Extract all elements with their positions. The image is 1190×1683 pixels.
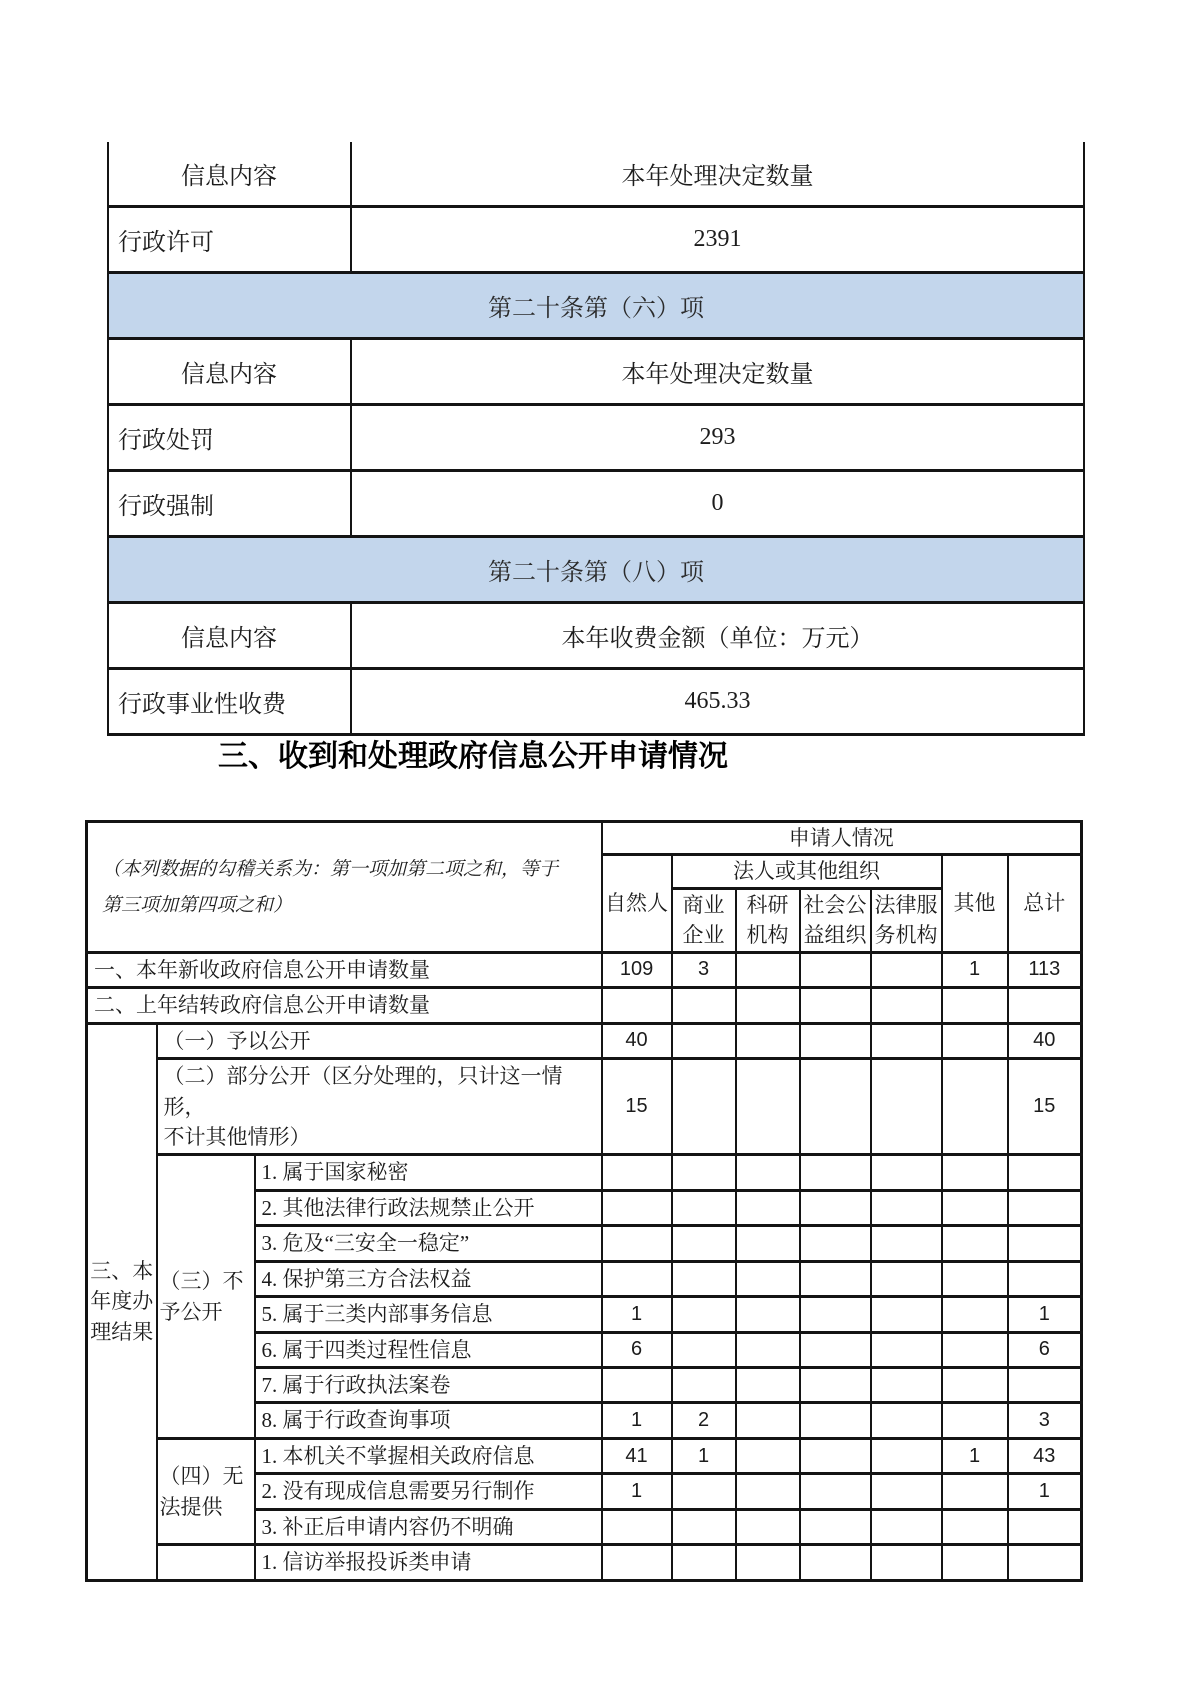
cell-value bbox=[800, 1155, 871, 1190]
cell-value bbox=[871, 1155, 942, 1190]
cell-value bbox=[672, 1368, 736, 1403]
cell-value bbox=[942, 1059, 1008, 1155]
cell-value bbox=[800, 1059, 871, 1155]
table-row bbox=[108, 669, 1084, 735]
table-row bbox=[108, 339, 1084, 405]
col-header-other: 其他 bbox=[942, 855, 1008, 952]
row-label: 信息内容 bbox=[108, 142, 351, 207]
cell-value bbox=[942, 1261, 1008, 1296]
cell-value: 41 bbox=[602, 1438, 672, 1473]
cell-value bbox=[942, 1545, 1008, 1580]
col-header-social-org: 社会公益组织 bbox=[800, 888, 871, 952]
table-row-not-held bbox=[87, 1438, 1082, 1473]
cell-value bbox=[800, 1332, 871, 1367]
cell-value bbox=[1008, 1368, 1082, 1403]
row-label: 1. 信访举报投诉类申请 bbox=[255, 1545, 602, 1580]
table-row bbox=[108, 537, 1084, 603]
cell-value bbox=[736, 1368, 800, 1403]
cell-value bbox=[1008, 1261, 1082, 1296]
cell-value bbox=[672, 1226, 736, 1261]
cell-value bbox=[1008, 1509, 1082, 1544]
table-row bbox=[108, 142, 1084, 207]
row-value: 0 bbox=[351, 471, 1084, 537]
cell-value bbox=[672, 1474, 736, 1509]
cell-value bbox=[602, 1155, 672, 1190]
col-header-applicant-status: 申请人情况 bbox=[602, 822, 1082, 855]
cell-value bbox=[871, 1332, 942, 1367]
cell-value: 1 bbox=[672, 1438, 736, 1473]
cell-value: 1 bbox=[1008, 1297, 1082, 1332]
row-label bbox=[157, 1059, 602, 1155]
table-row-state-secret bbox=[87, 1155, 1082, 1190]
cell-value bbox=[672, 1509, 736, 1544]
cell-value bbox=[942, 1474, 1008, 1509]
row-label-line-1: （二）部分公开（区分处理的，只计这一情形， bbox=[163, 1064, 563, 1119]
cell-value bbox=[800, 952, 871, 987]
cell-value: 1 bbox=[1008, 1474, 1082, 1509]
cell-value bbox=[800, 1023, 871, 1058]
cell-value bbox=[800, 988, 871, 1023]
cell-value bbox=[800, 1297, 871, 1332]
row-label: 4. 保护第三方合法权益 bbox=[255, 1261, 602, 1296]
cell-value bbox=[672, 1332, 736, 1367]
cell-value: 6 bbox=[1008, 1332, 1082, 1367]
cell-value bbox=[736, 1332, 800, 1367]
cell-value bbox=[1008, 1226, 1082, 1261]
cell-value bbox=[800, 1190, 871, 1225]
row-label: 行政处罚 bbox=[108, 405, 351, 471]
row-label-line-2: 不计其他情形） bbox=[163, 1124, 311, 1149]
cell-value bbox=[1008, 1545, 1082, 1580]
cell-value bbox=[871, 1297, 942, 1332]
cell-value bbox=[672, 1261, 736, 1296]
col-header-research-institution: 科研机构 bbox=[736, 888, 800, 952]
cell-value bbox=[602, 1545, 672, 1580]
cell-value bbox=[602, 1226, 672, 1261]
cell-value: 109 bbox=[602, 952, 672, 987]
row-value: 本年收费金额（单位：万元） bbox=[351, 603, 1084, 669]
row-label: （一）予以公开 bbox=[157, 1023, 602, 1058]
row-label: 一、本年新收政府信息公开申请数量 bbox=[87, 952, 602, 987]
cell-value: 40 bbox=[1008, 1023, 1082, 1058]
cell-value bbox=[871, 988, 942, 1023]
row-value: 2391 bbox=[351, 207, 1084, 273]
cell-value bbox=[736, 1059, 800, 1155]
row-label: 7. 属于行政执法案卷 bbox=[255, 1368, 602, 1403]
note-line-2: 第三项加第四项之和） bbox=[102, 893, 293, 916]
cell-value bbox=[942, 1226, 1008, 1261]
cell-value bbox=[871, 1059, 942, 1155]
cell-value bbox=[672, 988, 736, 1023]
reconciliation-note bbox=[87, 822, 602, 953]
cell-value bbox=[602, 1261, 672, 1296]
cell-value bbox=[736, 1438, 800, 1473]
cell-value: 3 bbox=[672, 952, 736, 987]
cell-value bbox=[736, 1190, 800, 1225]
cell-value bbox=[672, 1155, 736, 1190]
col-header-legal-or-other-org: 法人或其他组织 bbox=[672, 855, 942, 888]
table-row-petition-complaint bbox=[87, 1545, 1082, 1580]
cell-value: 40 bbox=[602, 1023, 672, 1058]
cell-value: 6 bbox=[602, 1332, 672, 1367]
cell-value bbox=[736, 1155, 800, 1190]
statute-band-item6: 第二十条第（六）项 bbox=[108, 273, 1084, 339]
row-label: 1. 属于国家秘密 bbox=[255, 1155, 602, 1190]
statute-band-item8: 第二十条第（八）项 bbox=[108, 537, 1084, 603]
cell-value bbox=[602, 988, 672, 1023]
row-label: 信息内容 bbox=[108, 339, 351, 405]
cell-value bbox=[871, 952, 942, 987]
row-value: 293 bbox=[351, 405, 1084, 471]
cell-value bbox=[800, 1509, 871, 1544]
cell-value bbox=[736, 1474, 800, 1509]
col-header-business-enterprise: 商业企业 bbox=[672, 888, 736, 952]
group-label-not-disclosed: （三）不予公开 bbox=[157, 1155, 255, 1439]
header-row-1 bbox=[87, 822, 1082, 855]
cell-value bbox=[942, 988, 1008, 1023]
row-value: 本年处理决定数量 bbox=[351, 142, 1084, 207]
cell-value bbox=[871, 1545, 942, 1580]
request-handling-table bbox=[85, 820, 1083, 1582]
cell-value: 3 bbox=[1008, 1403, 1082, 1438]
section3-label: 三、本年度办理结果 bbox=[87, 1023, 157, 1580]
cell-value bbox=[736, 1297, 800, 1332]
cell-value bbox=[602, 1509, 672, 1544]
cell-value bbox=[871, 1474, 942, 1509]
cell-value bbox=[672, 1190, 736, 1225]
table-row-new-requests bbox=[87, 952, 1082, 987]
cell-value bbox=[871, 1190, 942, 1225]
cell-value: 15 bbox=[1008, 1059, 1082, 1155]
cell-value: 1 bbox=[942, 952, 1008, 987]
note-line-1: （本列数据的勾稽关系为：第一项加第二项之和，等于 bbox=[102, 857, 559, 880]
group-label-unable-provide: （四）无法提供 bbox=[157, 1438, 255, 1544]
cell-value bbox=[800, 1368, 871, 1403]
cell-value bbox=[800, 1261, 871, 1296]
cell-value bbox=[736, 1226, 800, 1261]
cell-value bbox=[602, 1190, 672, 1225]
cell-value bbox=[800, 1226, 871, 1261]
table-row bbox=[108, 273, 1084, 339]
row-value: 本年处理决定数量 bbox=[351, 339, 1084, 405]
col-header-total: 总计 bbox=[1008, 855, 1082, 952]
cell-value bbox=[942, 1155, 1008, 1190]
cell-value bbox=[800, 1545, 871, 1580]
cell-value bbox=[871, 1438, 942, 1473]
table-row-carryover bbox=[87, 988, 1082, 1023]
cell-value bbox=[942, 1190, 1008, 1225]
cell-value bbox=[672, 1297, 736, 1332]
cell-value bbox=[871, 1226, 942, 1261]
cell-value: 113 bbox=[1008, 952, 1082, 987]
row-label: 2. 其他法律行政法规禁止公开 bbox=[255, 1190, 602, 1225]
cell-value bbox=[736, 1261, 800, 1296]
group-label-empty bbox=[157, 1545, 255, 1580]
cell-value bbox=[602, 1368, 672, 1403]
cell-value: 1 bbox=[942, 1438, 1008, 1473]
cell-value: 1 bbox=[602, 1297, 672, 1332]
statute-decision-table bbox=[107, 142, 1085, 736]
row-label: 3. 补正后申请内容仍不明确 bbox=[255, 1509, 602, 1544]
cell-value bbox=[736, 1545, 800, 1580]
col-header-legal-service: 法律服务机构 bbox=[871, 888, 942, 952]
table-row bbox=[108, 603, 1084, 669]
cell-value bbox=[1008, 988, 1082, 1023]
row-value: 465.33 bbox=[351, 669, 1084, 735]
cell-value bbox=[736, 988, 800, 1023]
row-label: 6. 属于四类过程性信息 bbox=[255, 1332, 602, 1367]
cell-value bbox=[871, 1509, 942, 1544]
cell-value bbox=[800, 1403, 871, 1438]
cell-value: 2 bbox=[672, 1403, 736, 1438]
cell-value bbox=[800, 1438, 871, 1473]
cell-value bbox=[942, 1403, 1008, 1438]
row-label: 行政许可 bbox=[108, 207, 351, 273]
row-label: 1. 本机关不掌握相关政府信息 bbox=[255, 1438, 602, 1473]
table-row-disclosed bbox=[87, 1023, 1082, 1058]
cell-value: 43 bbox=[1008, 1438, 1082, 1473]
cell-value bbox=[736, 1509, 800, 1544]
cell-value bbox=[942, 1509, 1008, 1544]
table-row bbox=[108, 207, 1084, 273]
table-row bbox=[108, 405, 1084, 471]
row-label: 信息内容 bbox=[108, 603, 351, 669]
cell-value: 15 bbox=[602, 1059, 672, 1155]
row-label: 二、上年结转政府信息公开申请数量 bbox=[87, 988, 602, 1023]
table-row-partially-disclosed bbox=[87, 1059, 1082, 1155]
cell-value bbox=[871, 1261, 942, 1296]
cell-value: 1 bbox=[602, 1474, 672, 1509]
cell-value bbox=[871, 1403, 942, 1438]
row-label: 8. 属于行政查询事项 bbox=[255, 1403, 602, 1438]
cell-value bbox=[871, 1023, 942, 1058]
cell-value: 1 bbox=[602, 1403, 672, 1438]
cell-value bbox=[942, 1297, 1008, 1332]
table-row bbox=[108, 471, 1084, 537]
cell-value bbox=[672, 1545, 736, 1580]
cell-value bbox=[942, 1368, 1008, 1403]
cell-value bbox=[1008, 1190, 1082, 1225]
cell-value bbox=[1008, 1155, 1082, 1190]
col-header-natural-person: 自然人 bbox=[602, 855, 672, 952]
cell-value bbox=[942, 1332, 1008, 1367]
row-label: 5. 属于三类内部事务信息 bbox=[255, 1297, 602, 1332]
cell-value bbox=[672, 1059, 736, 1155]
row-label: 行政事业性收费 bbox=[108, 669, 351, 735]
cell-value bbox=[736, 1403, 800, 1438]
section-heading: 三、收到和处理政府信息公开申请情况 bbox=[218, 740, 728, 773]
row-label: 3. 危及“三安全一稳定” bbox=[255, 1226, 602, 1261]
cell-value bbox=[736, 952, 800, 987]
cell-value bbox=[942, 1023, 1008, 1058]
row-label: 行政强制 bbox=[108, 471, 351, 537]
cell-value bbox=[672, 1023, 736, 1058]
cell-value bbox=[736, 1023, 800, 1058]
cell-value bbox=[871, 1368, 942, 1403]
cell-value bbox=[800, 1474, 871, 1509]
row-label: 2. 没有现成信息需要另行制作 bbox=[255, 1474, 602, 1509]
